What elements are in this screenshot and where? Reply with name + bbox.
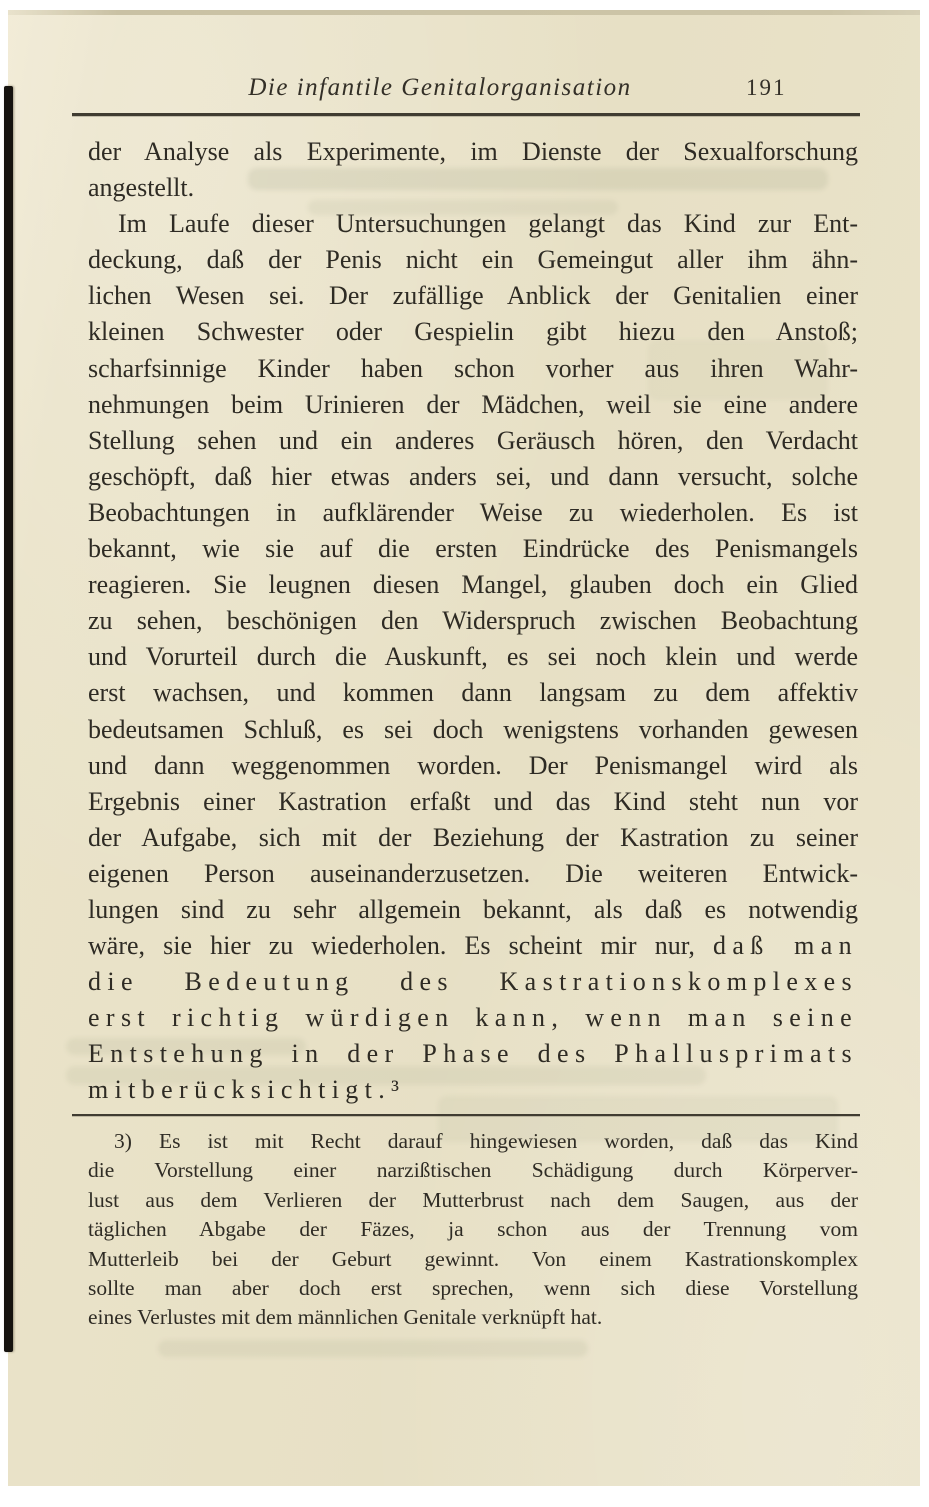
body-line-2: angestellt. xyxy=(88,173,195,203)
body-line-20: der Aufgabe, sich mit der Beziehung der Kastration zu seiner xyxy=(88,822,858,852)
body-line-25: erst richtig würdigen kann, wenn man seine xyxy=(88,1003,858,1033)
body-line-7: scharfsinnige Kinder haben schon vorher aus ihren Wahr- xyxy=(88,353,858,383)
footnote-line-3: lust aus dem Verlieren der Mutterbrust nach dem Saugen, aus der xyxy=(88,1187,858,1212)
header-rule xyxy=(72,113,860,116)
body-line-18: und dann weggenommen worden. Der Penismangel wird als xyxy=(88,750,858,780)
footnote xyxy=(88,1127,858,1333)
body-line-3: Im Laufe dieser Untersuchungen gelangt das Kind zur Ent- xyxy=(118,209,858,239)
footnote-line-6: sollte man aber doch erst sprechen, wenn sich diese Vorstellung xyxy=(88,1276,858,1301)
body-line-5: lichen Wesen sei. Der zufällige Anblick der Genitalien einer xyxy=(88,281,858,311)
body-line-16: erst wachsen, und kommen dann langsam zu dem affektiv xyxy=(88,678,858,708)
body-line-8: nehmungen beim Urinieren der Mädchen, weil sie eine andere xyxy=(88,389,858,419)
footnote-line-7: eines Verlustes mit dem männlichen Genitale verknüpft hat. xyxy=(88,1305,603,1330)
body-line-13: reagieren. Sie leugnen diesen Mangel, glauben doch ein Glied xyxy=(88,570,858,600)
running-head xyxy=(88,74,858,110)
footnote-line-5: Mutterleib bei der Geburt gewinnt. Von einem Kastrationskomplex xyxy=(88,1246,858,1271)
body-line-24: die Bedeutung des Kastrationskomplexes xyxy=(88,967,858,997)
body-line-22: lungen sind zu sehr allgemein bekannt, als daß es notwendig xyxy=(88,894,858,924)
body-line-15: und Vorurteil durch die Auskunft, es sei noch klein und werde xyxy=(88,642,858,672)
body-line-11: Beobachtungen in aufklärender Weise zu wiederholen. Es ist xyxy=(88,497,858,527)
body-text xyxy=(88,134,858,1109)
running-title: Die infantile Genitalorganisation xyxy=(248,74,632,101)
body-line-17: bedeutsamen Schluß, es sei doch wenigstens vorhanden gewesen xyxy=(88,714,858,744)
page-number: 191 xyxy=(746,75,787,100)
footnote-line-1: 3) Es ist mit Recht darauf hingewiesen worden, daß das Kind xyxy=(114,1129,858,1153)
body-line-10: geschöpft, daß hier etwas anders sei, und dann versucht, solche xyxy=(88,461,858,491)
book-spine-shadow xyxy=(4,86,13,1352)
footnote-line-4: täglichen Abgabe der Fäzes, ja schon aus der Trennung vom xyxy=(88,1217,858,1242)
body-line-19: Ergebnis einer Kastration erfaßt und das Kind steht nun vor xyxy=(88,786,858,816)
body-line-6: kleinen Schwester oder Gespielin gibt hiezu den Anstoß; xyxy=(88,317,858,347)
body-line-1: der Analyse als Experimente, im Dienste der Sexualforschung xyxy=(88,137,858,166)
body-line-4: deckung, daß der Penis nicht ein Gemeingut aller ihm ähn- xyxy=(88,245,858,275)
footnote-line-2: die Vorstellung einer narzißtischen Schädigung durch Körperver- xyxy=(88,1158,858,1183)
page-top-edge-shadow xyxy=(8,10,920,15)
scanned-book-page xyxy=(8,10,920,1486)
show-through-artifact xyxy=(158,1340,588,1357)
body-line-14: zu sehen, beschönigen den Widerspruch zwischen Beobachtung xyxy=(88,606,858,636)
body-line-9: Stellung sehen und ein anderes Geräusch hören, den Verdacht xyxy=(88,425,858,455)
body-line-27: mitberücksichtigt.³ xyxy=(88,1075,406,1105)
footnote-separator-rule xyxy=(72,1114,860,1116)
body-line-23: wäre, sie hier zu wiederholen. Es scheint mir nur, daß man xyxy=(88,931,858,961)
body-line-21: eigenen Person auseinanderzusetzen. Die weiteren Entwick- xyxy=(88,858,858,888)
body-line-12: bekannt, wie sie auf die ersten Eindrücke des Penismangels xyxy=(88,534,858,564)
body-line-26: Entstehung in der Phase des Phallusprimats xyxy=(88,1039,858,1069)
